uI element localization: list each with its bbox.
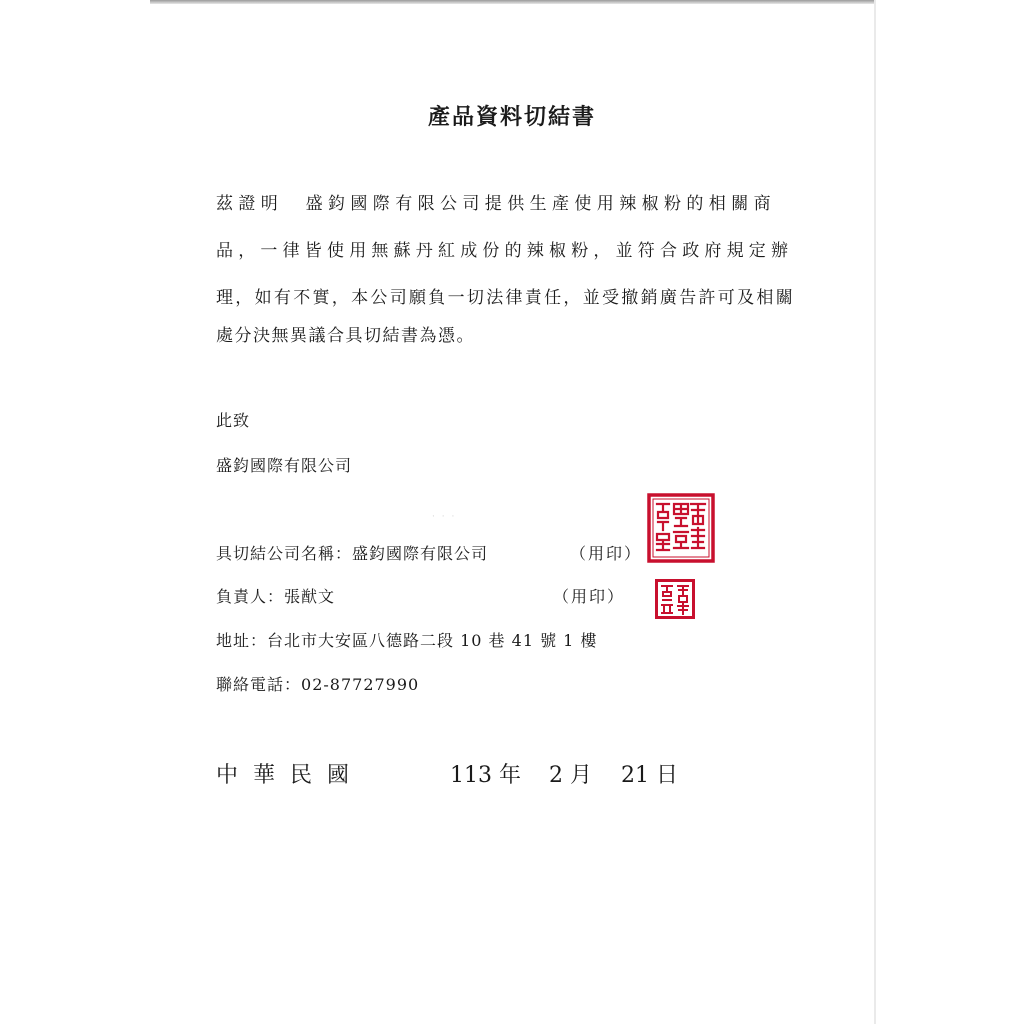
representative-label: 負責人： <box>216 587 285 606</box>
date-month: 2 月 <box>549 763 592 788</box>
body-line-3: 理，如有不實，本公司願負一切法律責任，並受撤銷廣告許可及相關 <box>216 288 795 308</box>
phone-value: 02-87727990 <box>301 675 420 694</box>
representative-seal-note: （用印） <box>553 587 626 606</box>
document-title: 產品資料切結書 <box>427 104 596 130</box>
salutation: 此致 <box>216 411 251 430</box>
address-label: 地址： <box>216 631 268 650</box>
body-line-1: 茲證明 盛鈞國際有限公司提供生產使用辣椒粉的相關商 <box>216 194 776 214</box>
recipient: 盛鈞國際有限公司 <box>216 456 353 475</box>
phone-label: 聯絡電話： <box>216 675 302 694</box>
phone-row <box>216 672 419 695</box>
company-name-value: 盛鈞國際有限公司 <box>352 544 489 563</box>
date-era: 中 華 民 國 <box>216 763 353 788</box>
company-seal-note: （用印） <box>570 544 643 563</box>
address-row <box>216 628 597 651</box>
scan-edge-right <box>874 0 876 1024</box>
representative-seal-icon <box>654 578 696 620</box>
company-seal-icon <box>646 492 716 564</box>
date-year: 113 年 <box>450 763 521 788</box>
body-line-4: 處分決無異議合具切結書為憑。 <box>216 326 475 346</box>
body-line-2: 品，一律皆使用無蘇丹紅成份的辣椒粉，並符合政府規定辦 <box>216 241 794 261</box>
representative-row <box>216 584 335 607</box>
scan-edge-top <box>150 0 876 4</box>
company-name-label: 具切結公司名稱： <box>216 544 353 563</box>
representative-value: 張猷文 <box>284 587 336 606</box>
address-value: 台北市大安區八德路二段 10 巷 41 號 1 樓 <box>267 631 598 650</box>
date-day: 21 日 <box>621 763 678 788</box>
faint-mark: · · · <box>432 512 457 522</box>
company-name-row <box>216 541 488 564</box>
